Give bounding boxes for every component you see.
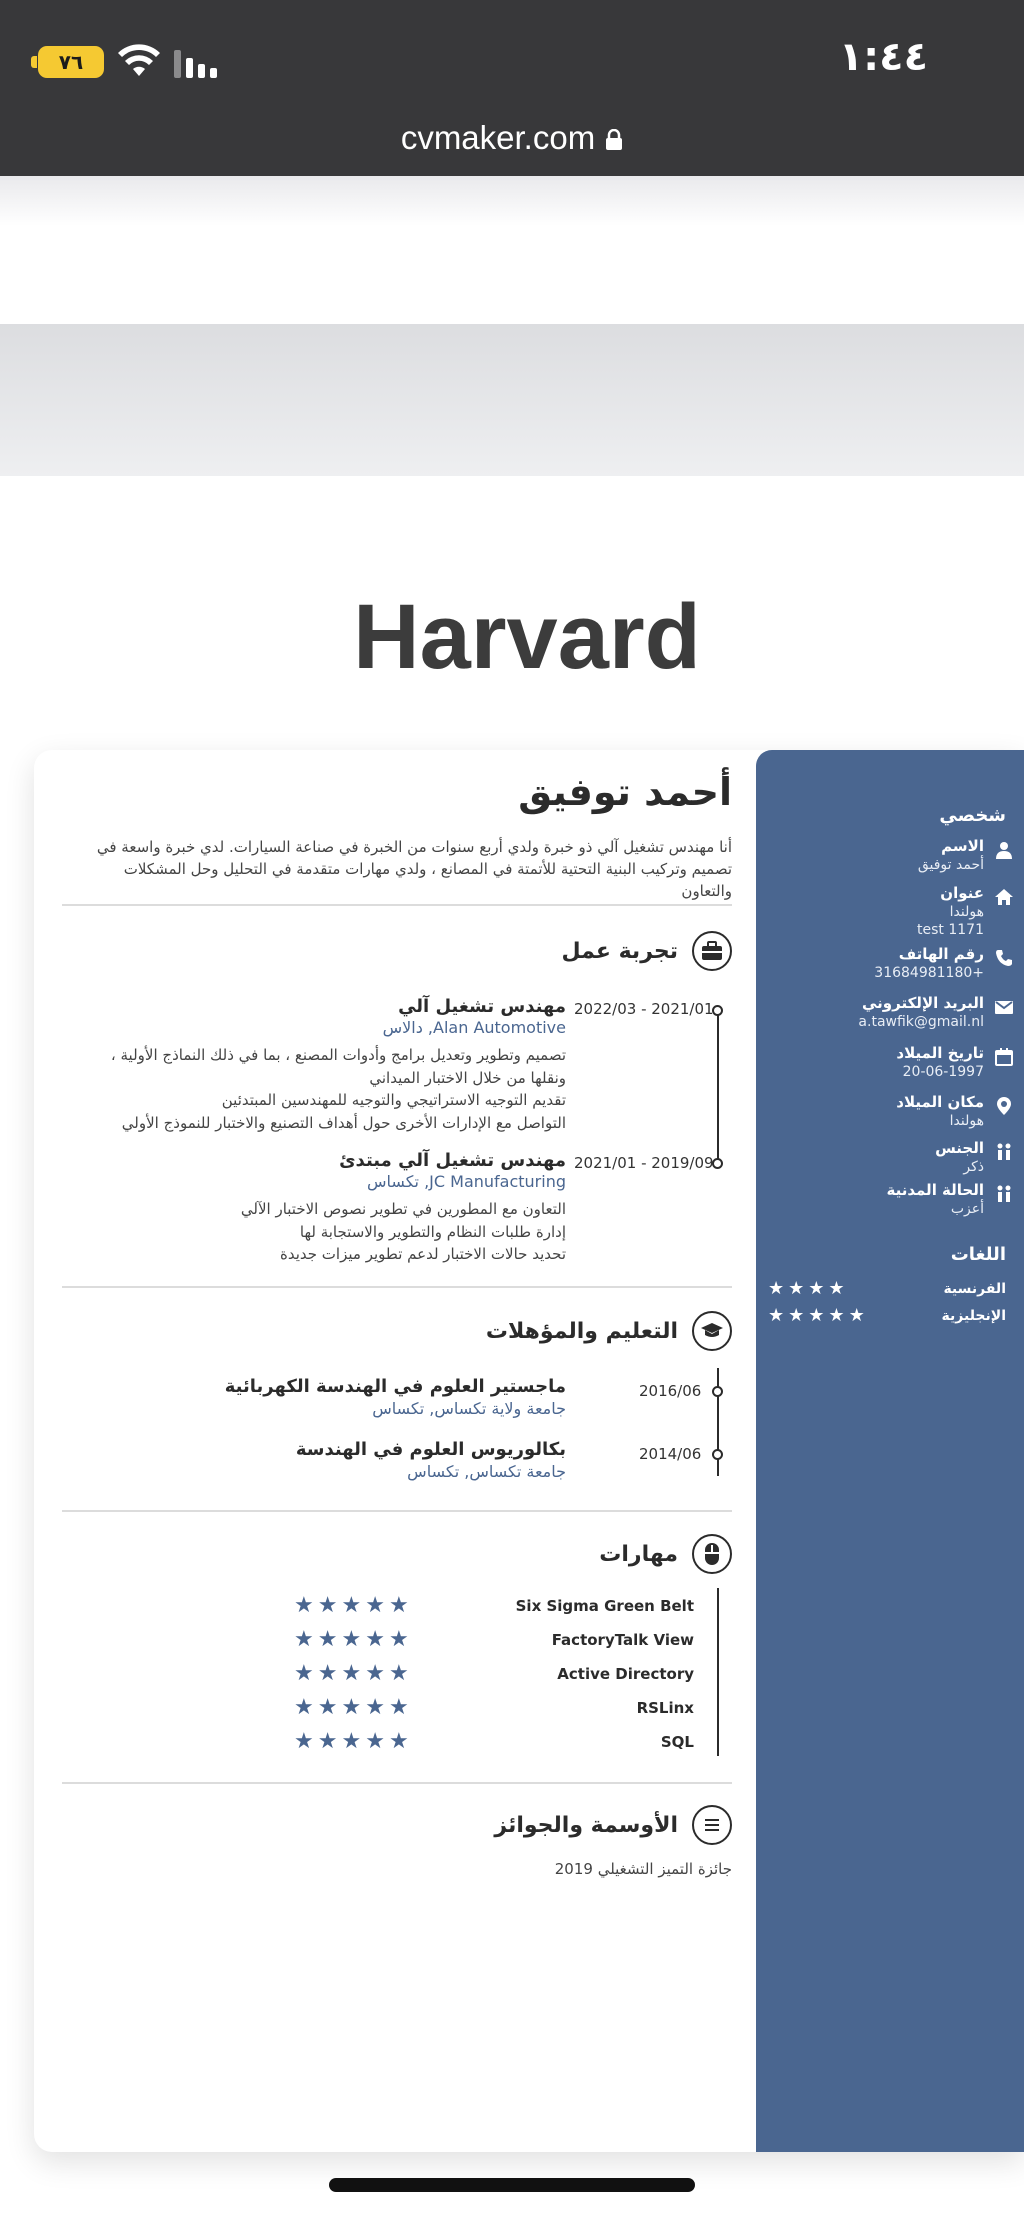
star-icon: ★ [317, 1695, 338, 1720]
star-icon: ★ [341, 1695, 362, 1720]
timeline-dot [712, 1449, 723, 1460]
briefcase-icon [692, 931, 732, 971]
education-section-header [486, 1311, 732, 1351]
personal-title: شخصي [939, 805, 1006, 826]
skill-row [294, 1728, 694, 1756]
star-icon: ★ [341, 1593, 362, 1618]
language-row [768, 1307, 1006, 1325]
language-name: الإنجليزية [941, 1308, 1006, 1324]
skill-name: SQL [660, 1733, 694, 1751]
star-icon: ★ [341, 1627, 362, 1652]
star-icon: ★ [341, 1661, 362, 1686]
status-bar [0, 0, 1024, 120]
location-pin-icon [994, 1096, 1014, 1116]
address-bar[interactable] [0, 112, 1024, 164]
wifi-icon [116, 42, 162, 78]
personal-item [766, 993, 1014, 1031]
skill-name: FactoryTalk View [551, 1631, 694, 1649]
star-icon: ★ [788, 1305, 805, 1326]
personal-item-text [896, 1092, 984, 1130]
browser-top-bar [0, 0, 1024, 176]
star-icon: ★ [388, 1593, 409, 1618]
star-icon: ★ [294, 1695, 314, 1720]
job-bullets [76, 1198, 566, 1266]
star-icon: ★ [365, 1627, 385, 1652]
skill-row [294, 1660, 694, 1688]
personal-item-text [896, 1043, 984, 1081]
mail-icon [994, 997, 1014, 1017]
star-icon: ★ [341, 1729, 362, 1754]
timeline-dot [712, 1158, 723, 1169]
job-company: JC Manufacturing, تكساس [367, 1172, 566, 1191]
battery-level: ٧٦ [58, 50, 84, 74]
skill-row [294, 1592, 694, 1620]
list-item: تقديم التوجيه الاستراتيجي والتوجيه للمهندسين المبتدئين [221, 1091, 566, 1109]
star-icon: ★ [388, 1695, 409, 1720]
degree-title: ماجستير العلوم في الهندسة الكهربائية [224, 1376, 566, 1397]
cellular-signal-icon [172, 48, 222, 78]
skill-row [294, 1694, 694, 1722]
personal-item [766, 836, 1014, 874]
personal-item-value: test 1171 [917, 922, 984, 938]
gray-banner [0, 324, 1024, 476]
url-text[interactable]: cvmaker.com [400, 119, 596, 156]
gender-icon [994, 1142, 1014, 1162]
degree-title: بكالوريوس العلوم في الهندسة [295, 1439, 566, 1460]
divider [62, 1510, 732, 1512]
personal-item-label: الاسم [941, 837, 984, 855]
education-title: التعليم والمؤهلات [485, 1318, 678, 1344]
personal-item-text [874, 944, 984, 982]
personal-item-value: 20-06-1997 [902, 1064, 984, 1080]
marital-status-icon [994, 1184, 1014, 1204]
star-icon: ★ [808, 1305, 825, 1326]
personal-item [766, 1138, 1014, 1176]
star-icon: ★ [768, 1278, 785, 1299]
skill-rating [294, 1731, 409, 1753]
language-row [768, 1280, 1006, 1298]
star-icon: ★ [294, 1729, 314, 1754]
awards-section-header [494, 1805, 732, 1845]
personal-item-text [917, 883, 984, 939]
timeline-dot [712, 1005, 723, 1016]
phone-icon [994, 948, 1014, 968]
personal-item-text [918, 836, 984, 874]
battery-nub [31, 56, 37, 68]
personal-item [766, 883, 1014, 939]
divider [62, 1286, 732, 1288]
personal-item [766, 1180, 1014, 1218]
star-icon: ★ [828, 1278, 845, 1299]
skill-row [294, 1626, 694, 1654]
cv-name: أحمد توفيق [518, 770, 732, 814]
cv-summary: أنا مهندس تشغيل آلي ذو خبرة ولدي أربع سنوات من الخبرة في صناعة السيارات. لدي خبرة واسعة في تصميم وتركيب البنية التحتية للأتمتة في المصانع ، ولدي مهارات متقدمة في التحليل وحل المشكلات والتعاون [96, 838, 732, 900]
languages-title: اللغات [950, 1244, 1006, 1265]
personal-item-value: ذكر [963, 1159, 984, 1175]
star-icon: ★ [388, 1627, 409, 1652]
cv-preview[interactable] [34, 750, 1024, 2152]
star-icon: ★ [294, 1627, 314, 1652]
personal-item-label: رقم الهاتف [898, 945, 984, 963]
star-icon: ★ [294, 1593, 314, 1618]
star-icon: ★ [768, 1305, 785, 1326]
personal-item-value: +31684981180 [874, 965, 984, 981]
battery-indicator [38, 46, 104, 78]
star-icon: ★ [808, 1278, 825, 1299]
calendar-icon [994, 1047, 1014, 1067]
star-icon: ★ [365, 1695, 385, 1720]
skill-name: RSLinx [636, 1699, 694, 1717]
personal-item-text [935, 1138, 984, 1176]
skill-rating [294, 1629, 409, 1651]
personal-item-value: أحمد توفيق [917, 857, 984, 873]
mouse-icon [692, 1534, 732, 1574]
clock: ١:٤٤ [838, 34, 928, 80]
personal-item-label: تاريخ الميلاد [896, 1044, 984, 1062]
list-item: تصميم وتطوير وتعديل برامج وأدوات المصنع ، بما في ذلك النماذج الأولية ، ونقلها من خلال الاختبار الميداني [110, 1046, 566, 1087]
education-date: 2016/06 [639, 1382, 702, 1400]
divider [62, 904, 732, 906]
star-icon: ★ [294, 1661, 314, 1686]
cv-main-column [34, 750, 756, 2152]
template-title: Harvard [353, 586, 701, 688]
star-icon: ★ [848, 1305, 865, 1326]
job-bullets [76, 1044, 566, 1134]
job-date: 2021/01 - 2019/09 [574, 1154, 714, 1172]
experience-title: تجربة عمل [561, 938, 678, 964]
skills-timeline [717, 1588, 719, 1756]
skills-section-header [599, 1534, 732, 1574]
personal-item [766, 1043, 1014, 1081]
graduation-cap-icon [692, 1311, 732, 1351]
star-icon: ★ [828, 1305, 845, 1326]
personal-item-value: أعزب [950, 1201, 984, 1217]
home-icon [994, 887, 1014, 907]
job-title: مهندس تشغيل آلي [398, 996, 566, 1017]
language-rating [768, 1307, 865, 1325]
skill-name: Active Directory [557, 1665, 694, 1683]
job-company: Alan Automotive, دالاس [382, 1018, 566, 1037]
job-date: 2022/03 - 2021/01 [574, 1000, 714, 1018]
personal-item-label: الحالة المدنية [886, 1181, 984, 1199]
personal-item [766, 1092, 1014, 1130]
list-icon [692, 1805, 732, 1845]
awards-title: الأوسمة والجوائز [494, 1812, 678, 1838]
skills-title: مهارات [599, 1541, 678, 1567]
skill-rating [294, 1595, 409, 1617]
list-item: التعاون مع المطورين في تطوير نصوص الاختبار الآلي [240, 1200, 566, 1218]
star-icon: ★ [317, 1627, 338, 1652]
star-icon: ★ [788, 1278, 805, 1299]
star-icon: ★ [317, 1661, 338, 1686]
personal-item-label: البريد الإلكتروني [862, 994, 984, 1012]
lock-icon [605, 129, 623, 151]
timeline-dot [712, 1386, 723, 1397]
star-icon: ★ [388, 1661, 409, 1686]
school-name: جامعة تكساس, تكساس [407, 1462, 566, 1481]
language-rating [768, 1280, 845, 1298]
skill-rating [294, 1663, 409, 1685]
personal-item-value: a.tawfik@gmail.nl [858, 1014, 984, 1030]
personal-item-label: مكان الميلاد [896, 1093, 984, 1111]
award-item: جائزة التميز التشغيلي 2019 [554, 1860, 732, 1878]
personal-item-text [858, 993, 984, 1031]
star-icon: ★ [388, 1729, 409, 1754]
home-indicator [329, 2178, 695, 2192]
divider [62, 1782, 732, 1784]
language-name: الفرنسية [943, 1281, 1006, 1297]
experience-timeline [717, 1010, 719, 1165]
star-icon: ★ [317, 1729, 338, 1754]
star-icon: ★ [365, 1593, 385, 1618]
personal-item-value: هولندا [949, 1113, 984, 1129]
list-item: التواصل مع الإدارات الأخرى حول أهداف التصنيع والاختبار للنموذج الأولي [121, 1113, 566, 1132]
experience-section-header [562, 931, 732, 971]
cv-sidebar [756, 750, 1024, 2152]
education-date: 2014/06 [639, 1445, 702, 1463]
star-icon: ★ [365, 1729, 385, 1754]
personal-item-text [886, 1180, 984, 1218]
person-icon [994, 840, 1014, 860]
list-item: إدارة طلبات النظام والتطوير والاستجابة لها [299, 1222, 566, 1241]
personal-item-value: هولندا [949, 904, 984, 920]
personal-item [766, 944, 1014, 982]
personal-item-label: الجنس [935, 1139, 984, 1157]
skill-name: Six Sigma Green Belt [515, 1597, 694, 1615]
star-icon: ★ [317, 1593, 338, 1618]
star-icon: ★ [365, 1661, 385, 1686]
job-title: مهندس تشغيل آلي مبتدئ [339, 1150, 566, 1171]
list-item: تحديد حالات الاختبار لدعم تطوير ميزات جديدة [279, 1245, 566, 1263]
skill-rating [294, 1697, 409, 1719]
personal-item-label: عنوان [940, 884, 984, 902]
page-top-space [0, 176, 1024, 326]
school-name: جامعة ولاية تكساس, تكساس [372, 1399, 566, 1418]
